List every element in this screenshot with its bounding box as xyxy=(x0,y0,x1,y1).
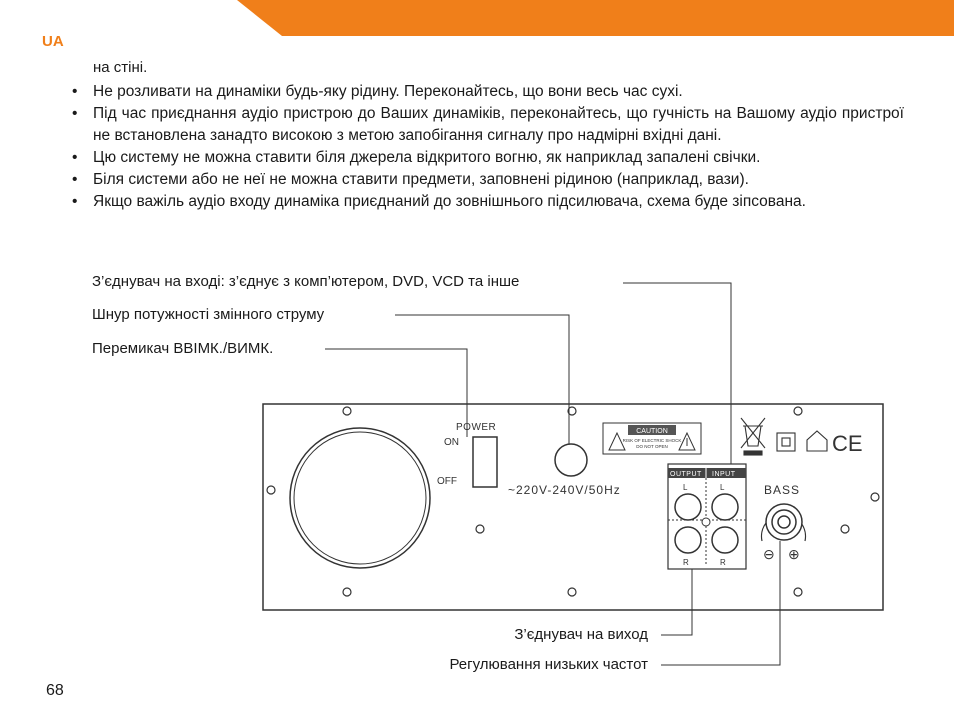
callout-ac-cord: Шнур потужності змінного струму xyxy=(92,306,325,323)
input-jack-left[interactable] xyxy=(712,494,738,520)
callout-bass-control: Регулювання низьких частот xyxy=(449,656,648,673)
ac-power-socket[interactable] xyxy=(555,444,587,476)
left-channel-label: L xyxy=(683,483,688,492)
caution-title: CAUTION xyxy=(636,428,668,435)
bullet-item: • Цю систему не можна ставити біля джерела відкритого вогню, як наприклад запалені свічки. xyxy=(93,147,904,169)
callout-input-connector: З’єднувач на вході: з’єднує з комп’ютером, DVD, VCD та інше xyxy=(92,273,520,290)
input-label: INPUT xyxy=(712,471,736,478)
right-channel-label: R xyxy=(683,558,689,567)
callout-power-switch: Перемикач ВВІМК./ВИМК. xyxy=(92,340,274,357)
language-code: UA xyxy=(42,33,64,50)
bass-knob[interactable] xyxy=(766,504,802,540)
caution-line1: RISK OF ELECTRIC SHOCK xyxy=(622,438,682,443)
on-label: ON xyxy=(444,437,459,448)
caution-line2: DO NOT OPEN xyxy=(636,444,668,449)
continued-text: на стіні. xyxy=(93,59,148,76)
output-jack-right[interactable] xyxy=(675,527,701,553)
off-label: OFF xyxy=(437,476,457,487)
bullet-item: • Під час приєднання аудіо пристрою до Ваших динаміків, переконайтесь, що гучність на Вашому аудіо пристрої не встановлена занадто високою з метою запобігання сигналу про надмірні вхідні дані. xyxy=(93,103,904,147)
indoor-use-icon xyxy=(807,431,827,451)
power-switch[interactable] xyxy=(473,437,497,487)
power-label: POWER xyxy=(456,422,497,433)
voltage-label: ~220V-240V/50Hz xyxy=(508,483,621,497)
double-insulation-icon xyxy=(777,433,795,451)
bullet-item: • Якщо важіль аудіо входу динаміка приєднаний до зовнішнього підсилювача, схема буде зіпсована. xyxy=(93,191,904,213)
page-number: 68 xyxy=(46,682,64,699)
output-jack-left[interactable] xyxy=(675,494,701,520)
left-channel-label: L xyxy=(720,483,725,492)
caution-label xyxy=(603,423,701,454)
weee-bin-icon xyxy=(741,418,765,455)
minus-symbol: ⊖ xyxy=(763,546,775,562)
ce-mark: CE xyxy=(832,431,863,456)
right-channel-label: R xyxy=(720,558,726,567)
bullet-item: • Не розливати на динаміки будь-яку рідину. Переконайтесь, що вони весь час сухі. xyxy=(93,81,904,103)
callout-output-connector: З’єднувач на виход xyxy=(514,626,648,643)
bass-label: BASS xyxy=(764,483,801,497)
plus-symbol: ⊕ xyxy=(788,546,800,562)
output-label: OUTPUT xyxy=(670,471,702,478)
speaker-port-icon xyxy=(290,428,430,568)
bullet-item: • Біля системи або не неї не можна ставити предмети, заповнені рідиною (наприклад, вази). xyxy=(93,169,904,191)
input-jack-right[interactable] xyxy=(712,527,738,553)
